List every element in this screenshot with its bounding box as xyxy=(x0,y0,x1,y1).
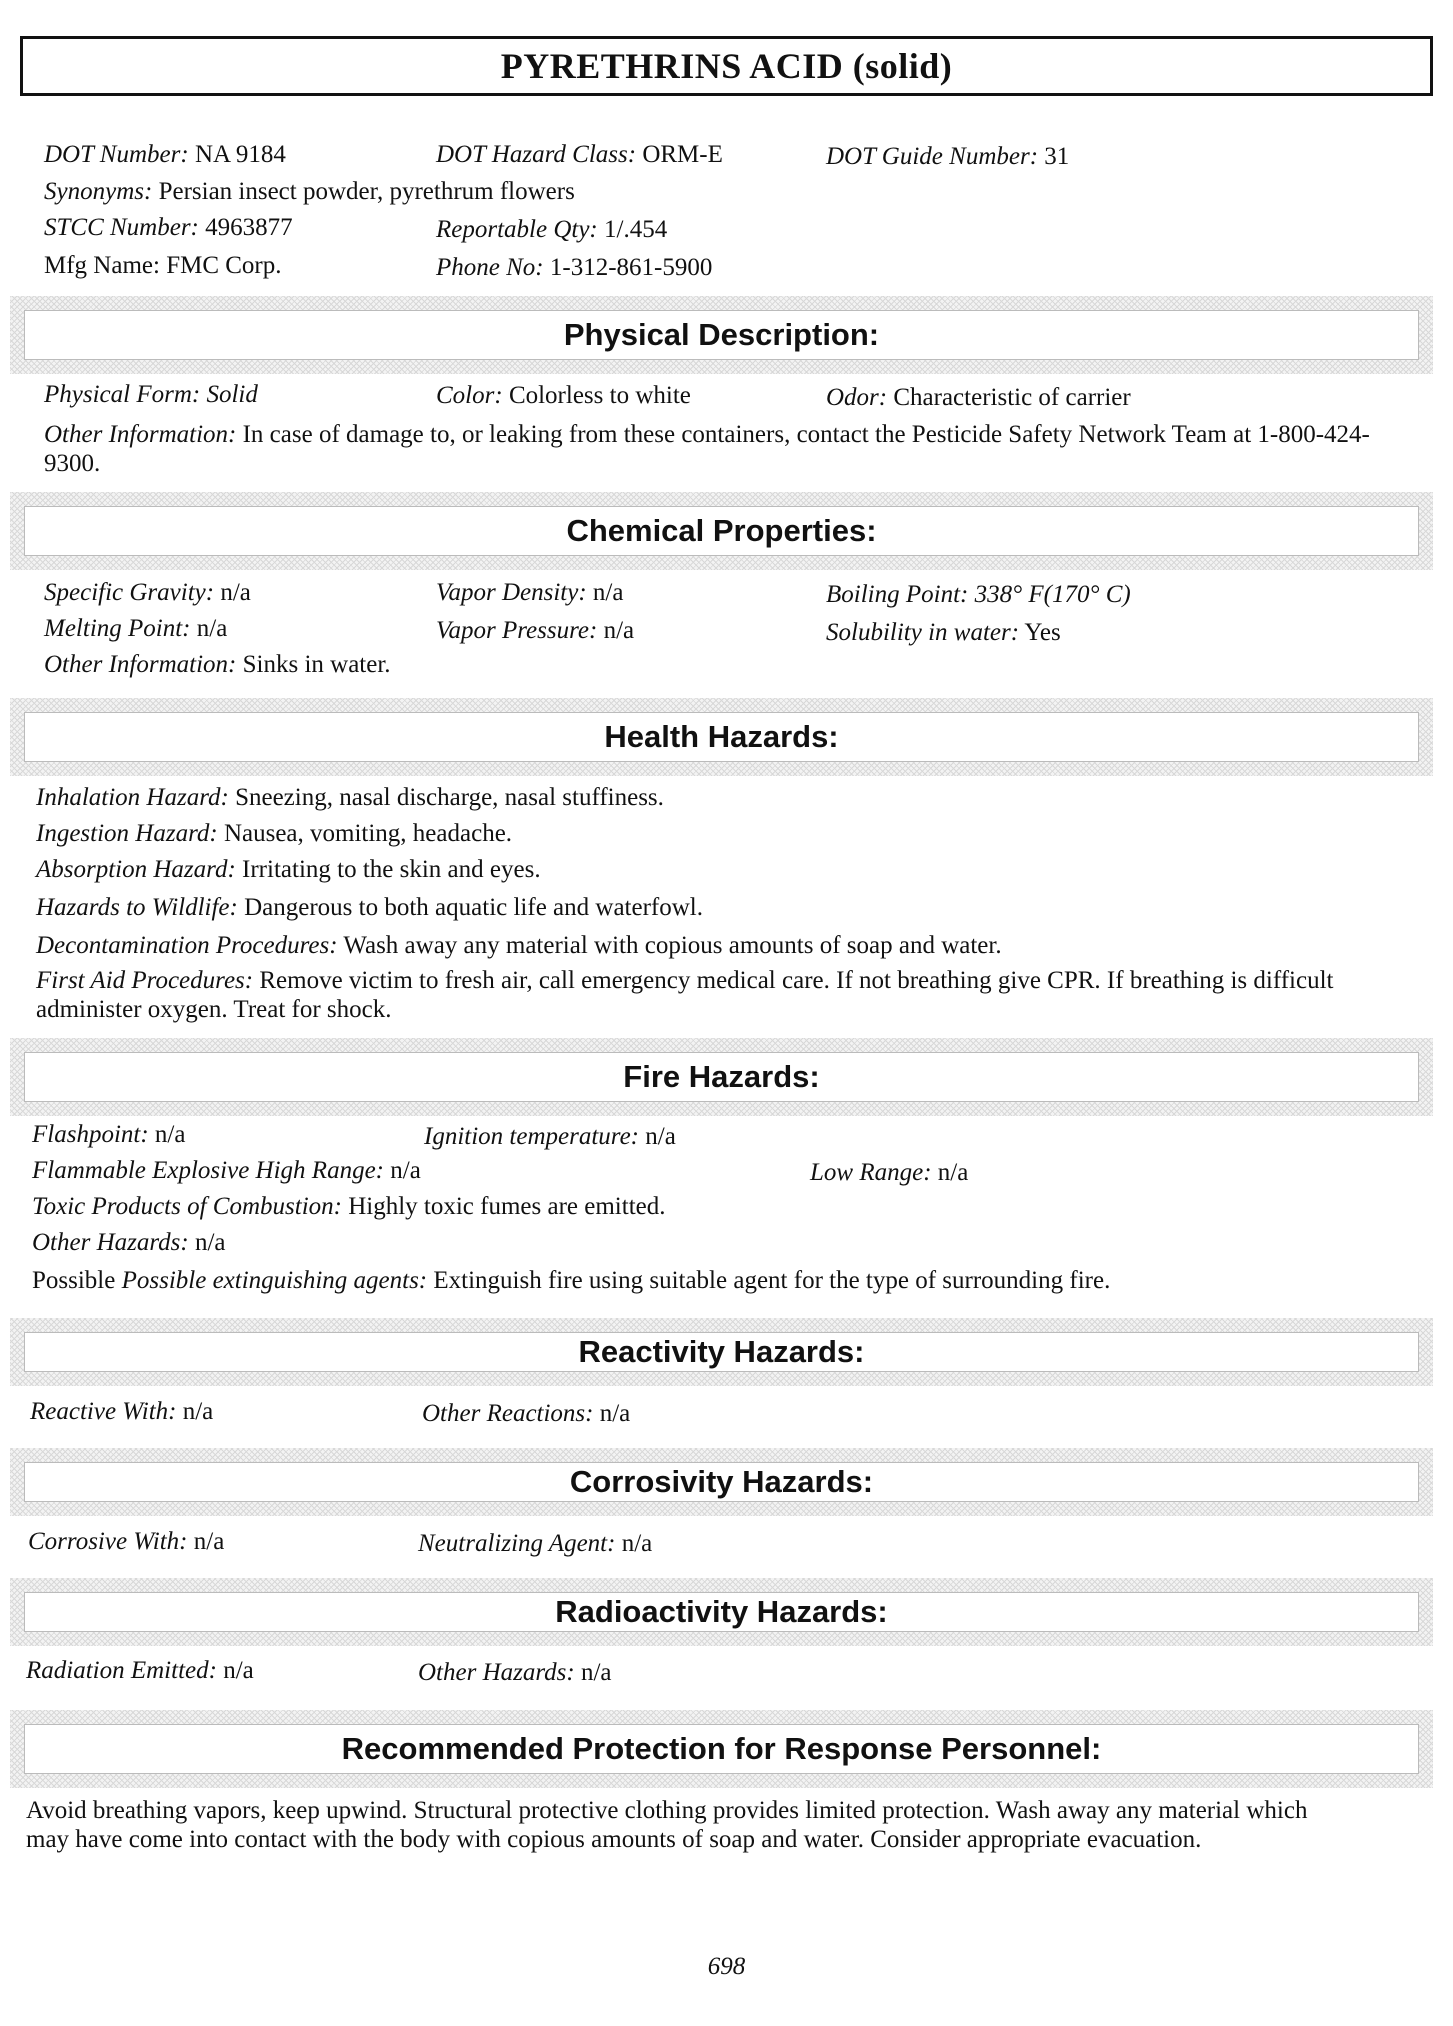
section-heading: Radioactivity Hazards: xyxy=(555,1594,888,1629)
specific-gravity: Specific Gravity: n/a xyxy=(44,579,251,606)
section-band-physical xyxy=(10,296,1433,374)
page-title: PYRETHRINS ACID (solid) xyxy=(500,46,953,86)
page-number: 698 xyxy=(707,1953,746,1980)
radiation-emitted: Radiation Emitted: n/a xyxy=(26,1657,254,1684)
dot-number: DOT Number: NA 9184 xyxy=(44,141,286,168)
dot-guide-number: DOT Guide Number: 31 xyxy=(826,143,1070,170)
section-heading: Chemical Properties: xyxy=(566,513,877,548)
section-heading: Health Hazards: xyxy=(604,719,839,754)
section-heading: Physical Description: xyxy=(563,317,880,352)
section-band-chemical xyxy=(10,492,1433,570)
section-band-radioactivity xyxy=(10,1578,1433,1646)
low-range: Low Range: n/a xyxy=(810,1159,969,1186)
section-band-health xyxy=(10,698,1433,776)
inhalation-hazard: Inhalation Hazard: Sneezing, nasal discharge, nasal stuffiness. xyxy=(36,784,664,811)
wildlife-hazard: Hazards to Wildlife: Dangerous to both aquatic life and waterfowl. xyxy=(36,894,703,921)
high-range: Flammable Explosive High Range: n/a xyxy=(32,1157,421,1184)
boiling-point: Boiling Point: 338° F(170° C) xyxy=(826,581,1131,608)
physical-form: Physical Form: Solid xyxy=(44,381,258,408)
decontamination: Decontamination Procedures: Wash away any material with copious amounts of soap and water. xyxy=(36,932,1002,959)
reactive-with: Reactive With: n/a xyxy=(30,1398,214,1425)
dot-hazard-class: DOT Hazard Class: ORM-E xyxy=(436,141,723,168)
melting-point: Melting Point: n/a xyxy=(44,615,228,642)
title-box xyxy=(20,36,1433,96)
fire-other-hazards: Other Hazards: n/a xyxy=(32,1229,226,1256)
section-band-fire xyxy=(10,1038,1433,1116)
vapor-density: Vapor Density: n/a xyxy=(436,579,624,606)
section-heading: Fire Hazards: xyxy=(623,1059,820,1094)
reportable-qty: Reportable Qty: 1/.454 xyxy=(436,216,668,243)
toxic-products: Toxic Products of Combustion: Highly toxic fumes are emitted. xyxy=(32,1193,666,1220)
section-band-reactivity xyxy=(10,1318,1433,1386)
neutralizing-agent: Neutralizing Agent: n/a xyxy=(418,1530,653,1557)
protection-text: Avoid breathing vapors, keep upwind. Structural protective clothing provides limited protection. Wash away any material which may have come into contact with the body with copious amounts of soap and water. Consider appropriate evacuation. xyxy=(26,1797,1308,1853)
physical-other-info: Other Information: In case of damage to, or leaking from these containers, contact the Pesticide Safety Network Team at 1-800-424-9300. xyxy=(44,421,1370,477)
stcc-number: STCC Number: 4963877 xyxy=(44,214,293,241)
color: Color: Colorless to white xyxy=(436,382,691,409)
first-aid: First Aid Procedures: Remove victim to fresh air, call emergency medical care. If not breathing give CPR. If breathing is difficult administer oxygen. Treat for shock. xyxy=(36,967,1334,1023)
flashpoint: Flashpoint: n/a xyxy=(32,1121,186,1148)
other-reactions: Other Reactions: n/a xyxy=(422,1400,631,1427)
odor: Odor: Characteristic of carrier xyxy=(826,384,1131,411)
extinguishing-agents: Possible Possible extinguishing agents: Extinguish fire using suitable agent for the type of surrounding fire. xyxy=(32,1267,1111,1294)
mfg-name: Mfg Name: FMC Corp. xyxy=(44,252,282,279)
ingestion-hazard: Ingestion Hazard: Nausea, vomiting, headache. xyxy=(36,820,513,847)
ignition-temperature: Ignition temperature: n/a xyxy=(424,1123,676,1150)
radio-other-hazards: Other Hazards: n/a xyxy=(418,1659,612,1686)
corrosive-with: Corrosive With: n/a xyxy=(28,1528,225,1555)
section-heading: Reactivity Hazards: xyxy=(578,1334,865,1369)
section-band-protection xyxy=(10,1710,1433,1788)
solubility: Solubility in water: Yes xyxy=(826,619,1061,646)
section-heading: Recommended Protection for Response Personnel: xyxy=(341,1731,1102,1766)
section-band-corrosivity xyxy=(10,1448,1433,1516)
phone-number: Phone No: 1-312-861-5900 xyxy=(436,254,713,281)
absorption-hazard: Absorption Hazard: Irritating to the skin and eyes. xyxy=(36,856,541,883)
synonyms: Synonyms: Persian insect powder, pyrethrum flowers xyxy=(44,178,575,205)
vapor-pressure: Vapor Pressure: n/a xyxy=(436,617,635,644)
section-heading: Corrosivity Hazards: xyxy=(569,1464,874,1499)
chemical-other-info: Other Information: Sinks in water. xyxy=(44,651,391,678)
